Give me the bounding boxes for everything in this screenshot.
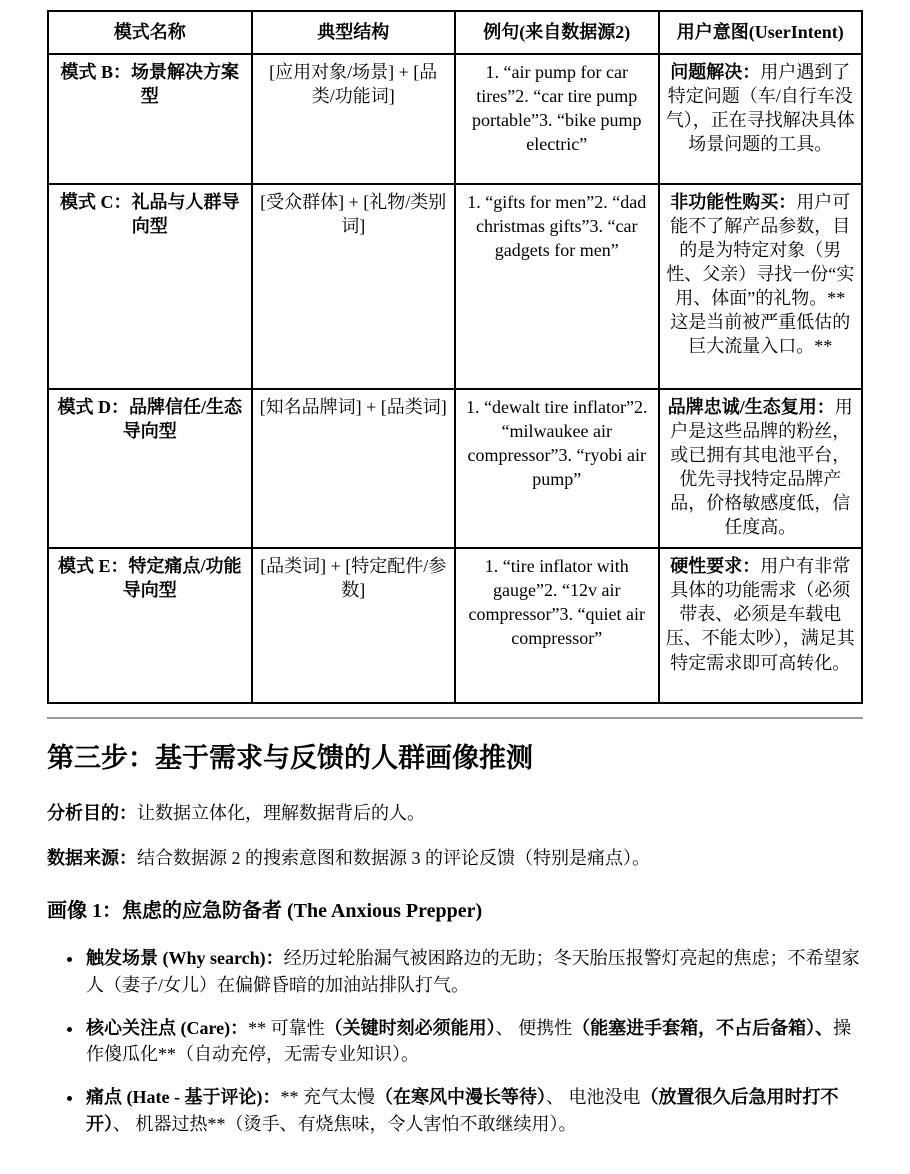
structure-cell: [应用对象/场景] + [品类/功能词] <box>252 54 456 184</box>
text-run: 用户可能不了解产品参数，目的是为特定对象（男性、父亲）寻找一份“实用、体面”的礼物。** 这是当前被严重低估的巨大流量入口。** <box>666 191 855 357</box>
pattern-name-cell: 模式 D：品牌信任/生态导向型 <box>48 389 252 549</box>
text-run: 结合数据源 2 的搜索意图和数据源 3 的评论反馈（特别是痛点）。 <box>137 848 650 869</box>
text-run: 操作傻瓜化**（自动充停，无需专业知识）。 <box>86 1017 852 1065</box>
bold-text-run: 硬性要求： <box>670 556 761 577</box>
bold-text-run: 核心关注点 (Care)： <box>86 1017 249 1038</box>
intent-cell <box>659 54 863 184</box>
header-pattern-name: 模式名称 <box>48 11 252 54</box>
bold-text-run: 触发场景 (Why search)： <box>86 948 284 969</box>
text-run: 用户是这些品牌的粉丝，或已拥有其电池平台，优先寻找特定品牌产品，价格敏感度低，信任度高。 <box>670 396 853 538</box>
examples-cell: 1. “tire inflator with gauge”2. “12v air compressor”3. “quiet air compressor” <box>455 548 659 703</box>
pattern-name-cell: 模式 B：场景解决方案型 <box>48 54 252 184</box>
pattern-name-cell: 模式 E：特定痛点/功能导向型 <box>48 548 252 703</box>
bold-text-run: （在寒风中漫长等待） <box>374 1087 546 1108</box>
persona1-title: 画像 1：焦虑的应急防备者 (The Anxious Prepper) <box>47 900 483 923</box>
data-source-paragraph <box>47 846 863 871</box>
bold-text-run: 品牌忠诚/生态复用： <box>667 396 835 417</box>
examples-cell: 1. “dewalt tire inflator”2. “milwaukee air compressor”3. “ryobi air pump” <box>455 389 659 549</box>
table-row-pattern-b <box>48 54 862 184</box>
bold-text-run: （放置很久后急用时打不开） <box>86 1087 839 1134</box>
table-row-pattern-e <box>48 548 862 703</box>
bold-text-run: 分析目的： <box>47 802 137 823</box>
keyword-patterns-table <box>47 10 863 704</box>
text-run: 、 电池没电 <box>545 1087 641 1108</box>
bold-text-run: 非功能性购买： <box>670 191 797 212</box>
bold-text-run: 问题解决： <box>670 61 761 82</box>
examples-cell: 1. “gifts for men”2. “dad christmas gifts”3. “car gadgets for men” <box>455 184 659 389</box>
structure-cell: [品类词] + [特定配件/参数] <box>252 548 456 703</box>
intent-cell <box>659 184 863 389</box>
bold-text-run: （关键时刻必须能用） <box>324 1017 496 1038</box>
bullet-care <box>84 1015 863 1068</box>
header-typical-structure: 典型结构 <box>252 11 456 54</box>
bold-text-run: 痛点 (Hate - 基于评论)： <box>86 1087 281 1108</box>
pattern-name-cell: 模式 C：礼品与人群导向型 <box>48 184 252 389</box>
intent-cell <box>659 389 863 549</box>
step3-section-title: 第三步：基于需求与反馈的人群画像推测 <box>47 743 533 774</box>
persona1-bullet-list <box>47 945 863 1137</box>
text-run: 用户遇到了特定问题（车/自行车没气），正在寻找解决具体场景问题的工具。 <box>665 61 855 154</box>
table-row-pattern-d <box>48 389 862 549</box>
table-row-pattern-c <box>48 184 862 389</box>
text-run: ** 充气太慢 <box>280 1087 375 1108</box>
text-run: 用户有非常具体的功能需求（必须带表、必须是车载电压、不能太吵），满足其特定需求即可高转化。 <box>665 556 855 673</box>
bold-text-run: （能塞进手套箱，不占后备箱）、 <box>572 1017 834 1038</box>
section-divider <box>47 717 863 719</box>
text-run: 、 便携性 <box>495 1017 573 1038</box>
text-run: 让数据立体化，理解数据背后的人。 <box>137 802 425 823</box>
text-run: ** 可靠性 <box>248 1017 325 1038</box>
analysis-purpose-paragraph <box>47 801 863 826</box>
structure-cell: [受众群体] + [礼物/类别词] <box>252 184 456 389</box>
table-header-row <box>48 11 862 54</box>
examples-cell: 1. “air pump for car tires”2. “car tire pump portable”3. “bike pump electric” <box>455 54 659 184</box>
bullet-hate <box>84 1084 863 1137</box>
header-examples: 例句(来自数据源2) <box>455 11 659 54</box>
bullet-why-search <box>84 945 863 998</box>
intent-cell <box>659 548 863 703</box>
header-user-intent: 用户意图(UserIntent) <box>659 11 863 54</box>
text-run: 经历过轮胎漏气被困路边的无助；冬天胎压报警灯亮起的焦虑；不希望家人（妻子/女儿）在偏僻昏暗的加油站排队打气。 <box>86 948 860 995</box>
text-run: 、 机器过热**（烫手、有烧焦味，令人害怕不敢继续用）。 <box>113 1113 577 1134</box>
structure-cell: [知名品牌词] + [品类词] <box>252 389 456 549</box>
bold-text-run: 数据来源： <box>47 848 137 869</box>
